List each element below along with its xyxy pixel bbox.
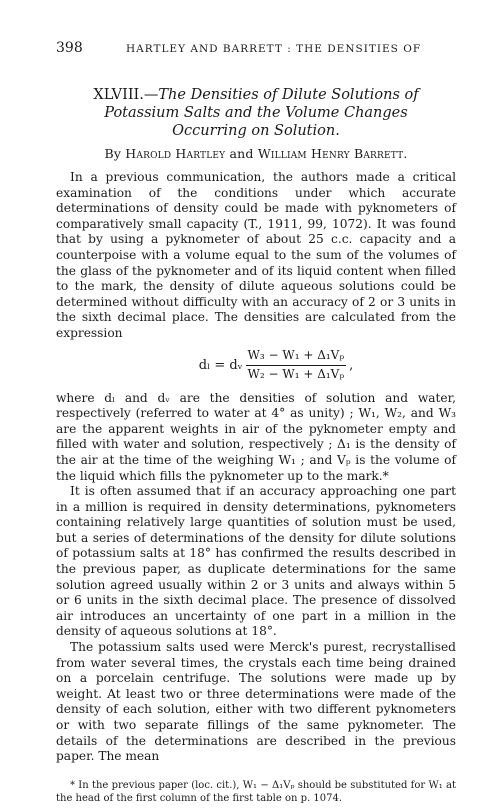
journal-page <box>56 40 456 805</box>
density-equation <box>96 349 456 383</box>
equation-trail: , <box>349 357 354 373</box>
body-text <box>56 170 456 765</box>
article-number: XLVIII.— <box>93 87 159 103</box>
article-title <box>56 86 456 140</box>
page-number: 398 <box>56 40 83 56</box>
equation-denominator: W₂ − W₁ + Δ₁Vₚ <box>247 367 345 382</box>
author-name: Harold Hartley <box>125 146 226 161</box>
running-head <box>56 40 456 62</box>
article-title-text: The Densities of Dilute Solutions of Potassium Salts and the Volume Changes Occurring on Solution. <box>104 87 419 139</box>
paragraph: In a previous communication, the authors made a critical examination of the conditions under which accurate determinations of density could be made with pyknometers of comparatively small capacity (T., 1911, 99, 1072). It was found that by using a pyknometer of about 25 c.c. capacity and a counterpoise with a volume equal to the sum of the volumes of the glass of the pyknometer and of its liquid content when filled to the mark, the density of dilute aqueous solutions could be determined without difficulty with an accuracy of 2 or 3 units in the sixth decimal place. The densities are calculated from the expression <box>56 170 456 340</box>
paragraph: It is often assumed that if an accuracy approaching one part in a million is required in density determinations, pyknometers containing relatively large quantities of solution must be used, but a series of determinations of the density for dilute solutions of potassium salts at 18° has confirmed the results described in the previous paper, as duplicate determinations for the same solution agreed usually within 2 or 3 units and always within 5 or 6 units in the sixth decimal place. The presence of dissolved air introduces an uncertainty of one part in a million in the density of aqueous solutions at 18°. <box>56 484 456 639</box>
equation-fraction <box>246 348 347 382</box>
author-line <box>56 146 456 162</box>
authors-and: and <box>229 146 254 161</box>
paragraph: where dₗ and dᵥ are the densities of solution and water, respectively (referred to water at 4° as unity) ; W₁, W₂, and W₃ are the apparent weights in air of the pyknometer empty and filled with water and solution, respectively ; Δ₁ is the density of the air at the time of the weighing W₁ ; and Vₚ is the volume of the liquid which fills the pyknometer up to the mark.* <box>56 390 456 483</box>
running-title: HARTLEY AND BARRETT : THE DENSITIES OF <box>126 43 422 55</box>
equation-numerator: W₃ − W₁ + Δ₁Vₚ <box>246 348 347 366</box>
author-name: William Henry Barrett. <box>257 146 408 161</box>
authors-by: By <box>104 146 122 161</box>
equation-lhs: dₗ = dᵥ <box>198 357 243 373</box>
paragraph: The potassium salts used were Merck's purest, recrystallised from water several times, the crystals each time being drained on a porcelain centrifuge. The solutions were made up by weight. At least two or three determinations were made of the density of each solution, either with two different pyknometers or with two separate fillings of the same pyknometer. The details of the determinations are described in the previous paper. The mean <box>56 640 456 764</box>
footnote: * In the previous paper (loc. cit.), W₁ − Δ₁Vₚ should be substituted for W₁ at the head of the first column of the first table on p. 1074. <box>56 779 456 804</box>
